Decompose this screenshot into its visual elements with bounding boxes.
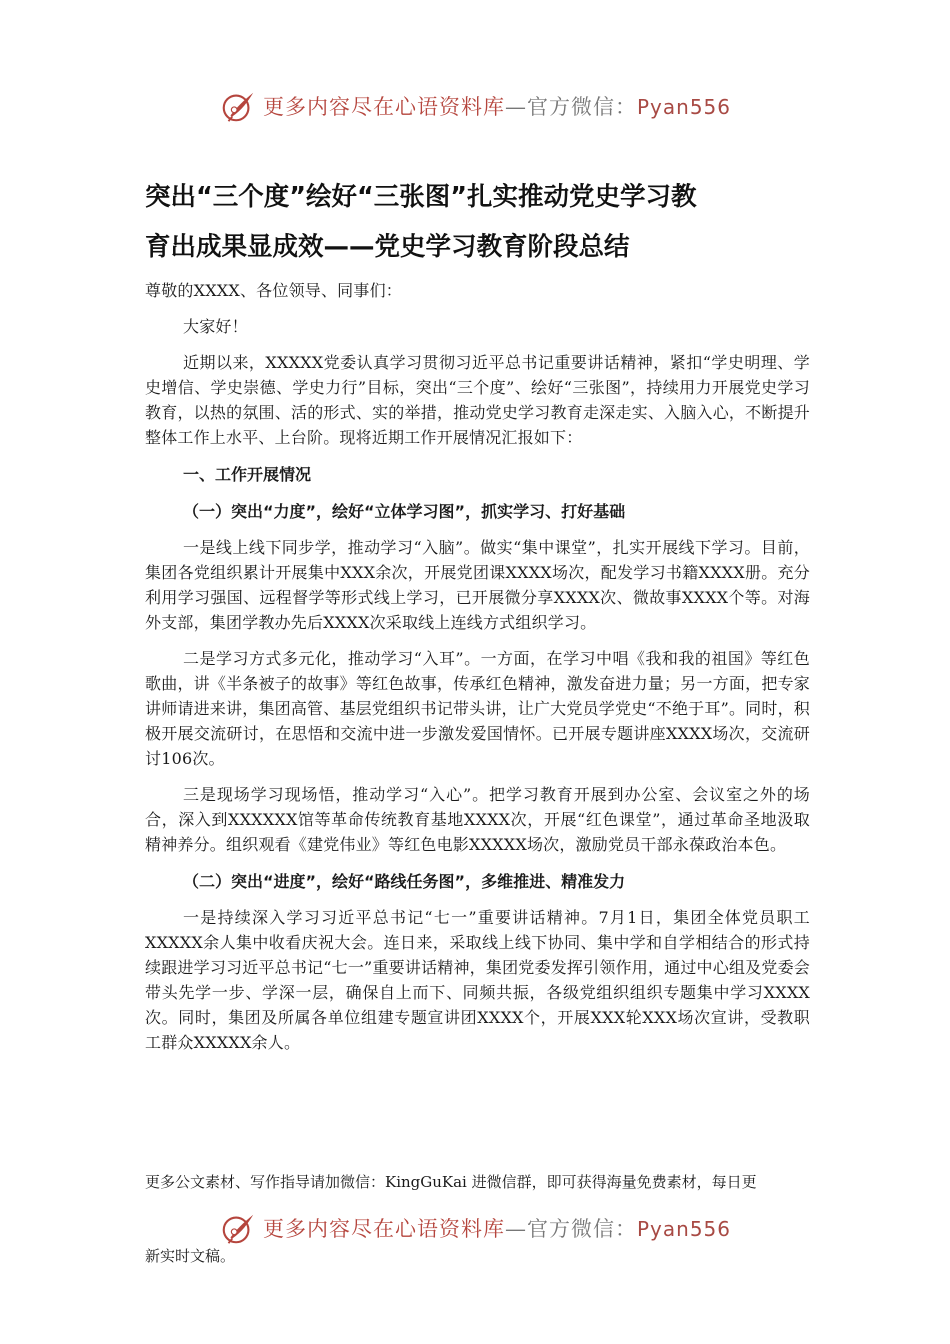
banner-text — [263, 1213, 731, 1243]
banner-wechat-id: Pyan556 — [636, 1217, 731, 1241]
greeting: 大家好！ — [183, 317, 248, 336]
banner-wechat-label: 官方微信： — [526, 95, 637, 119]
subsection-2-paragraph-1: 一是持续深入学习习近平总书记“七一”重要讲话精神。7月1日，集团全体党员职工XXXXX余人集中收看庆祝大会。连日来，采取线上线下协同、集中学和自学相结合的形式持续跟进学习习近平总书记“七一”重要讲话精神，集团党委发挥引领作用，通过中心组及党委会带头先学一步、学深一层，确保自上而下、同频共振，各级党组织组织专题集中学习XXXX次。同时，集团及所属各单位组建专题宣讲团XXXX个，开展XXX轮XXX场次宣讲，受教职工群众XXXXX余人。 — [145, 908, 810, 1052]
subsection-1-paragraph-2: 二是学习方式多元化，推动学习“入耳”。一方面，在学习中唱《我和我的祖国》等红色歌曲，讲《半条被子的故事》等红色故事，传承红色精神，激发奋进力量；另一方面，把专家讲师请进来讲，集团高管、基层党组织书记带头讲，让广大党员学党史“不绝于耳”。同时，积极开展交流研讨，在思悟和交流中进一步激发爱国情怀。已开展专题讲座XXXX场次，交流研讨106次。 — [145, 649, 810, 768]
banner-wechat-label: 官方微信： — [526, 1217, 637, 1241]
title-line-1: 突出“三个度”绘好“三张图”扎实推动党史学习教 — [145, 182, 697, 212]
banner-dash: — — [504, 95, 527, 119]
subsection-1-heading: （一）突出“力度”，绘好“立体学习图”，抓实学习、打好基础 — [183, 502, 626, 521]
footer-note: 更多公文素材、写作指导请加微信：KingGuKai 进微信群，即可获得海量免费素材，每日更 — [145, 1173, 757, 1191]
quill-circle-logo-icon — [219, 87, 257, 125]
intro-paragraph: 近期以来，XXXXX党委认真学习贯彻习近平总书记重要讲话精神，紧扣“学史明理、学史增信、学史崇德、学史力行”目标，突出“三个度”、绘好“三张图”，持续用力开展党史学习教育，以热的氛围、活的形式、实的举措，推动党史学习教育走深走实、入脑入心，不断提升整体工作上水平、上台阶。现将近期工作开展情况汇报如下： — [145, 353, 810, 447]
banner-dash: — — [504, 1217, 527, 1241]
banner-text — [263, 91, 731, 121]
subsection-2-heading: （二）突出“进度”，绘好“路线任务图”，多维推进、精准发力 — [183, 872, 626, 891]
salutation: 尊敬的XXXX、各位领导、同事们： — [145, 281, 402, 300]
footer-tail: 新实时文稿。 — [145, 1247, 236, 1265]
footer-banner — [0, 1208, 950, 1248]
banner-brand: 更多内容尽在心语资料库 — [262, 1217, 505, 1241]
header-banner — [0, 86, 950, 126]
section-1-heading: 一、工作开展情况 — [183, 465, 312, 484]
subsection-1-paragraph-1: 一是线上线下同步学，推动学习“入脑”。做实“集中课堂”，扎实开展线下学习。目前，集团各党组织累计开展集中XXX余次，开展党团课XXXX场次，配发学习书籍XXXX册。充分利用学习强国、远程督学等形式线上学习，已开展微分享XXXX次、微故事XXXX个等。对海外支部，集团学教办先后XXXX次采取线上连线方式组织学习。 — [145, 538, 810, 632]
banner-brand: 更多内容尽在心语资料库 — [262, 95, 505, 119]
banner-wechat-id: Pyan556 — [636, 95, 731, 119]
document-body — [145, 172, 810, 1055]
quill-circle-logo-icon — [219, 1209, 257, 1247]
title-line-2: 育出成果显成效——党史学习教育阶段总结 — [145, 232, 630, 262]
subsection-1-paragraph-3: 三是现场学习现场悟，推动学习“入心”。把学习教育开展到办公室、会议室之外的场合，深入到XXXXXX馆等革命传统教育基地XXXX次，开展“红色课堂”，通过革命圣地汲取精神养分。组织观看《建党伟业》等红色电影XXXXX场次，激励党员干部永葆政治本色。 — [145, 785, 810, 854]
document-title — [145, 172, 810, 272]
